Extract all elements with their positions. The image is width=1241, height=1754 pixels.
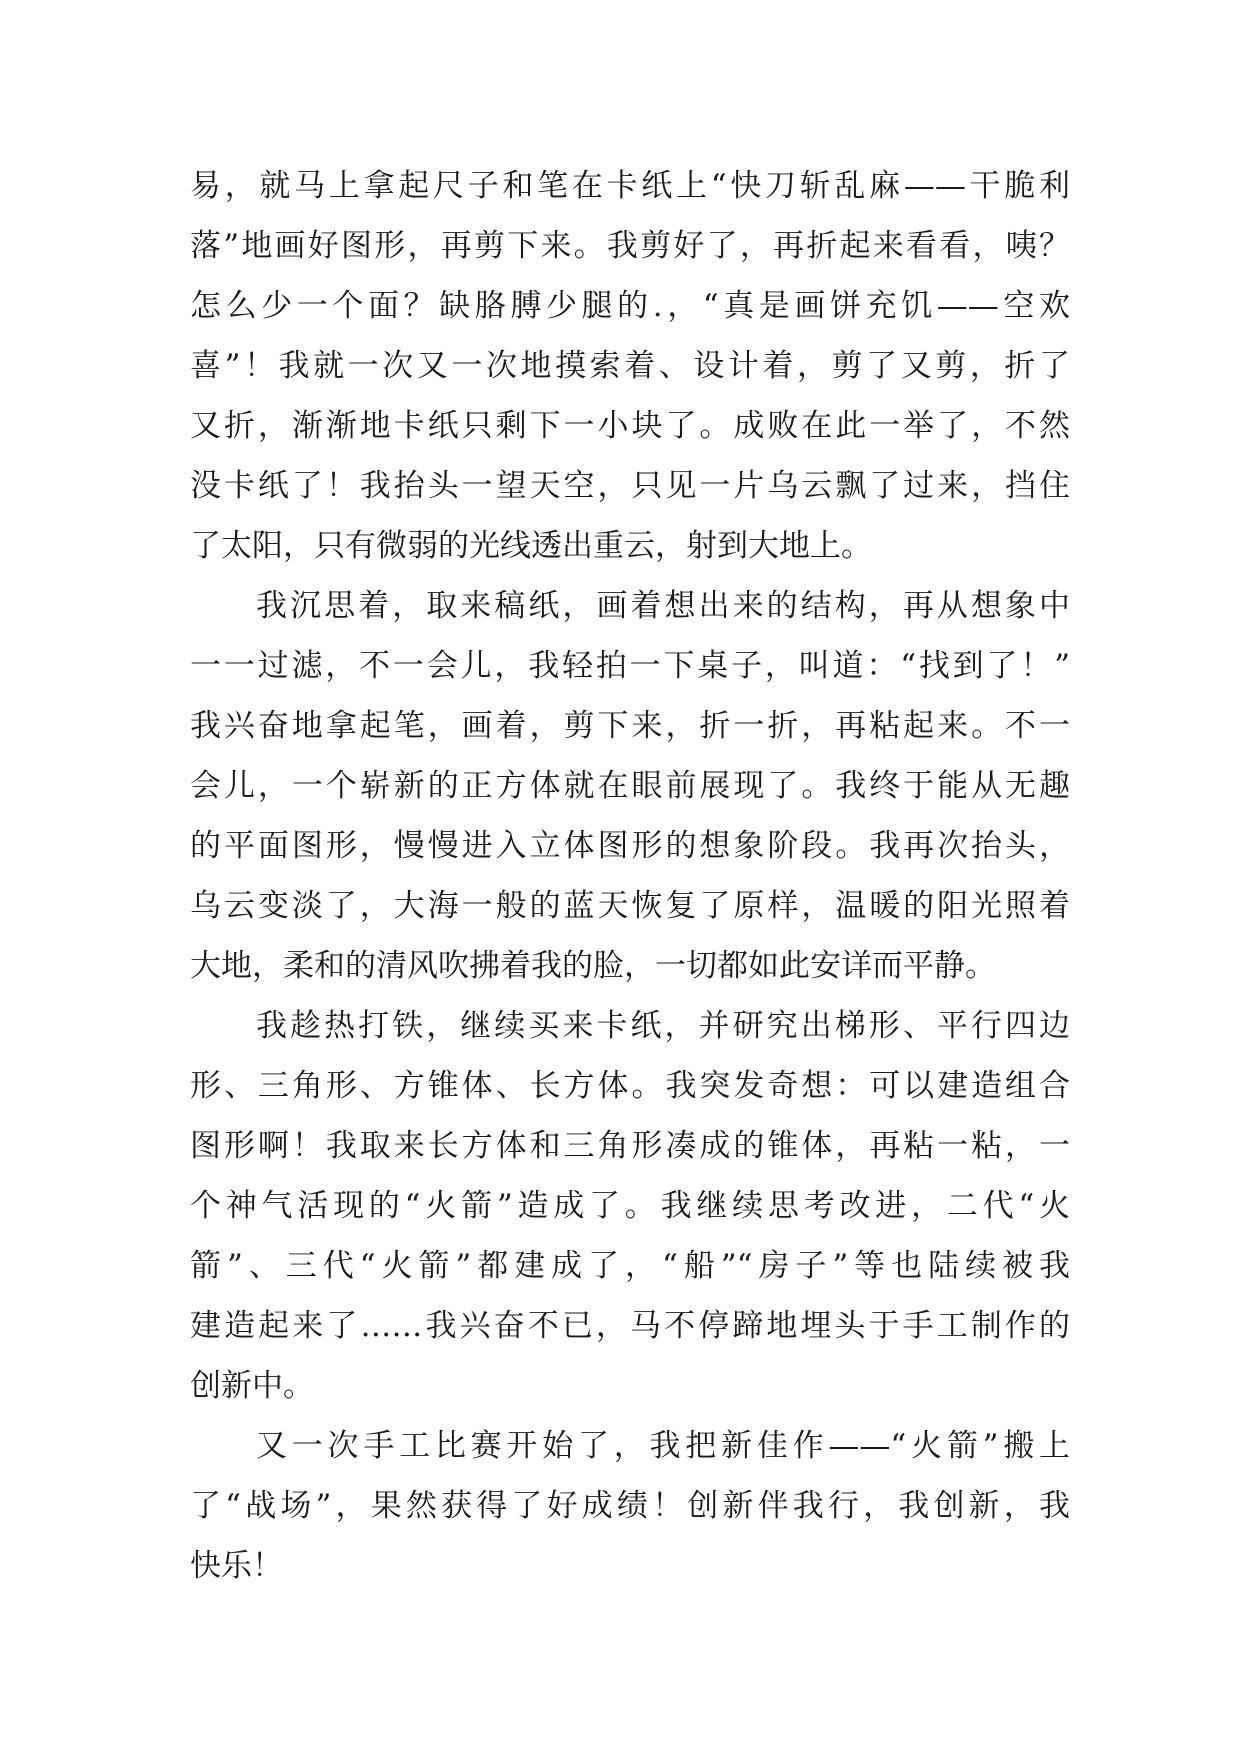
text-line: 会儿，一个崭新的正方体就在眼前展现了。我终于能从无趣 [190, 768, 1070, 804]
text-line: 图形啊！我取来长方体和三角形凑成的锥体，再粘一粘，一 [190, 1128, 1070, 1164]
text-line: 又一次手工比赛开始了，我把新佳作——“火箭”搬上 [256, 1428, 1070, 1464]
body-text [190, 156, 1070, 1596]
text-line: 一一过滤，不一会儿，我轻拍一下桌子，叫道：“找到了！” [190, 648, 1070, 684]
text-line: 个神气活现的“火箭”造成了。我继续思考改进，二代“火 [190, 1188, 1070, 1224]
text-line: 了太阳，只有微弱的光线透出重云，射到大地上。 [190, 528, 872, 564]
text-line: 箭”、三代“火箭”都建成了，“船”“房子”等也陆续被我 [190, 1248, 1070, 1284]
text-line: 乌云变淡了，大海一般的蓝天恢复了原样，温暖的阳光照着 [190, 888, 1070, 924]
text-line: 了“战场”，果然获得了好成绩！创新伴我行，我创新，我 [190, 1488, 1070, 1524]
text-line: 的平面图形，慢慢进入立体图形的想象阶段。我再次抬头， [190, 828, 1070, 864]
text-line: 我趁热打铁，继续买来卡纸，并研究出梯形、平行四边 [256, 1008, 1070, 1044]
text-line: 快乐！ [190, 1548, 283, 1584]
text-line: 建造起来了……我兴奋不已，马不停蹄地埋头于手工制作的 [190, 1308, 1070, 1344]
text-line: 怎么少一个面？缺胳膊少腿的.，“真是画饼充饥——空欢 [190, 288, 1070, 324]
text-line: 易，就马上拿起尺子和笔在卡纸上“快刀斩乱麻——干脆利 [190, 168, 1070, 204]
text-line: 我沉思着，取来稿纸，画着想出来的结构，再从想象中 [256, 588, 1070, 624]
paragraph [190, 156, 1070, 576]
text-line: 又折，渐渐地卡纸只剩下一小块了。成败在此一举了，不然 [190, 408, 1070, 444]
paragraph [190, 576, 1070, 996]
text-line: 创新中。 [190, 1368, 314, 1404]
text-line: 没卡纸了！我抬头一望天空，只见一片乌云飘了过来，挡住 [190, 468, 1070, 504]
paragraph [190, 1416, 1070, 1596]
text-line: 我兴奋地拿起笔，画着，剪下来，折一折，再粘起来。不一 [190, 708, 1070, 744]
text-line: 落”地画好图形，再剪下来。我剪好了，再折起来看看，咦？ [190, 228, 1070, 264]
text-line: 喜”！我就一次又一次地摸索着、设计着，剪了又剪，折了 [190, 348, 1070, 384]
text-line: 大地，柔和的清风吹拂着我的脸，一切都如此安详而平静。 [190, 948, 996, 984]
text-line: 形、三角形、方锥体、长方体。我突发奇想：可以建造组合 [190, 1068, 1070, 1104]
paragraph [190, 996, 1070, 1416]
